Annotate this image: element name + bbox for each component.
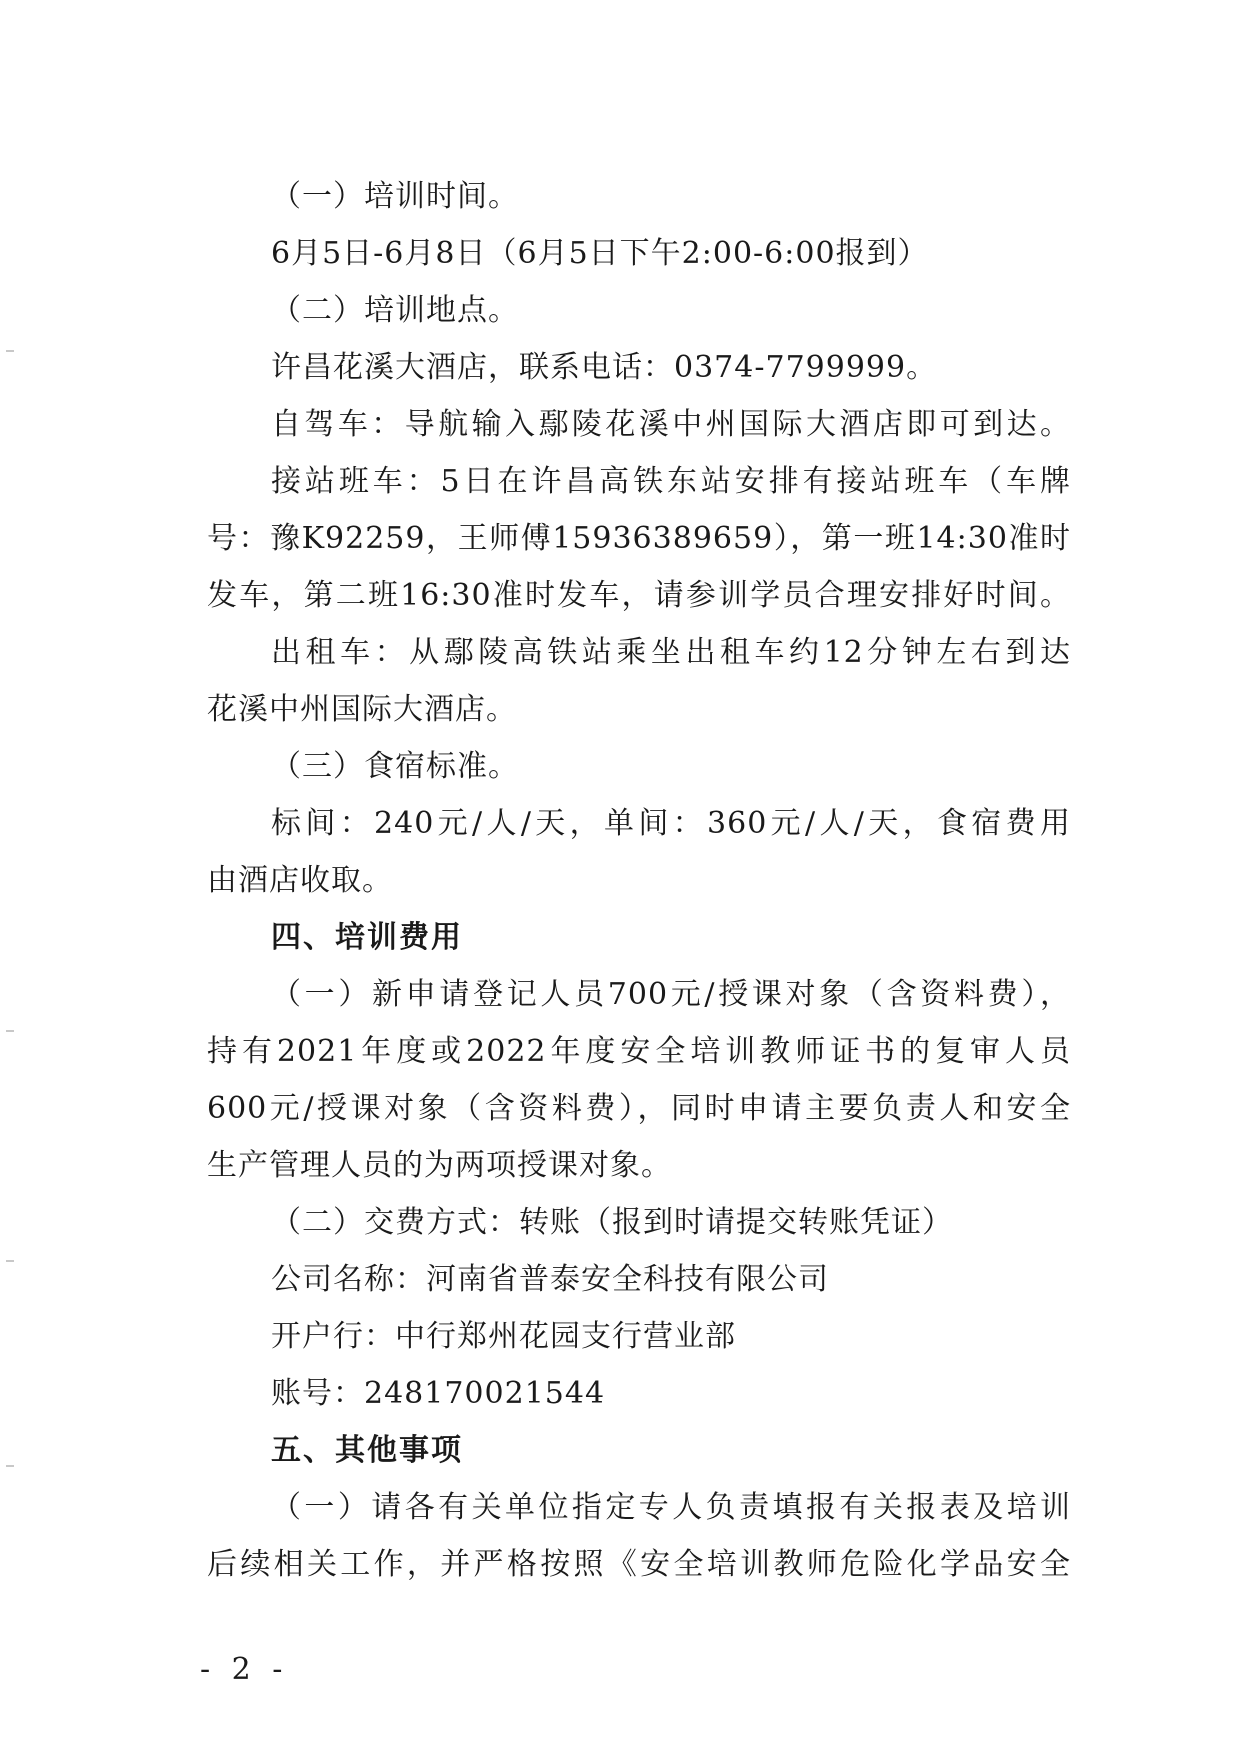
scan-margin-mark bbox=[6, 350, 14, 352]
paragraph-line: 公司名称：河南省普泰安全科技有限公司 bbox=[271, 1262, 829, 1297]
scan-margin-mark bbox=[6, 1260, 14, 1262]
paragraph-line: 标间：240元/人/天，单间：360元/人/天，食宿费用 bbox=[271, 806, 1071, 841]
paragraph-line: 由酒店收取。 bbox=[207, 863, 393, 898]
paragraph-line: 许昌花溪大酒店，联系电话：0374-7799999。 bbox=[271, 350, 938, 385]
section-heading: 四、培训费用 bbox=[271, 920, 463, 955]
paragraph-line: 600元/授课对象（含资料费），同时申请主要负责人和安全 bbox=[207, 1091, 1071, 1126]
paragraph-line: 发车，第二班16:30准时发车，请参训学员合理安排好时间。 bbox=[207, 578, 1071, 613]
paragraph-line: 6月5日-6月8日（6月5日下午2:00-6:00报到） bbox=[271, 236, 929, 271]
paragraph-line: 生产管理人员的为两项授课对象。 bbox=[207, 1148, 672, 1183]
paragraph-line: 号：豫K92259，王师傅15936389659），第一班14:30准时 bbox=[207, 521, 1071, 556]
paragraph-line: （一）新申请登记人员700元/授课对象（含资料费）， bbox=[271, 977, 1071, 1012]
paragraph-line: （一）请各有关单位指定专人负责填报有关报表及培训 bbox=[271, 1490, 1071, 1525]
paragraph-line: 持有2021年度或2022年度安全培训教师证书的复审人员 bbox=[207, 1034, 1071, 1069]
paragraph-line: 后续相关工作，并严格按照《安全培训教师危险化学品安全 bbox=[207, 1547, 1071, 1582]
paragraph-line: 出租车：从鄢陵高铁站乘坐出租车约12分钟左右到达 bbox=[271, 635, 1071, 670]
paragraph-line: 花溪中州国际大酒店。 bbox=[207, 692, 517, 727]
section-heading: 五、其他事项 bbox=[271, 1433, 463, 1468]
document-body bbox=[207, 168, 1071, 1593]
scan-margin-mark bbox=[6, 1030, 14, 1032]
page-number: - 2 - bbox=[200, 1652, 289, 1687]
paragraph-line: 开户行：中行郑州花园支行营业部 bbox=[271, 1319, 736, 1354]
paragraph-line: （三）食宿标准。 bbox=[271, 749, 519, 784]
paragraph-line: 账号：248170021544 bbox=[271, 1376, 606, 1411]
paragraph-line: （一）培训时间。 bbox=[271, 179, 519, 214]
paragraph-line: （二）交费方式：转账（报到时请提交转账凭证） bbox=[271, 1205, 953, 1240]
scan-margin-mark bbox=[6, 1465, 14, 1467]
paragraph-line: 接站班车：5日在许昌高铁东站安排有接站班车（车牌 bbox=[271, 464, 1071, 499]
paragraph-line: 自驾车：导航输入鄢陵花溪中州国际大酒店即可到达。 bbox=[271, 407, 1071, 442]
paragraph-line: （二）培训地点。 bbox=[271, 293, 519, 328]
